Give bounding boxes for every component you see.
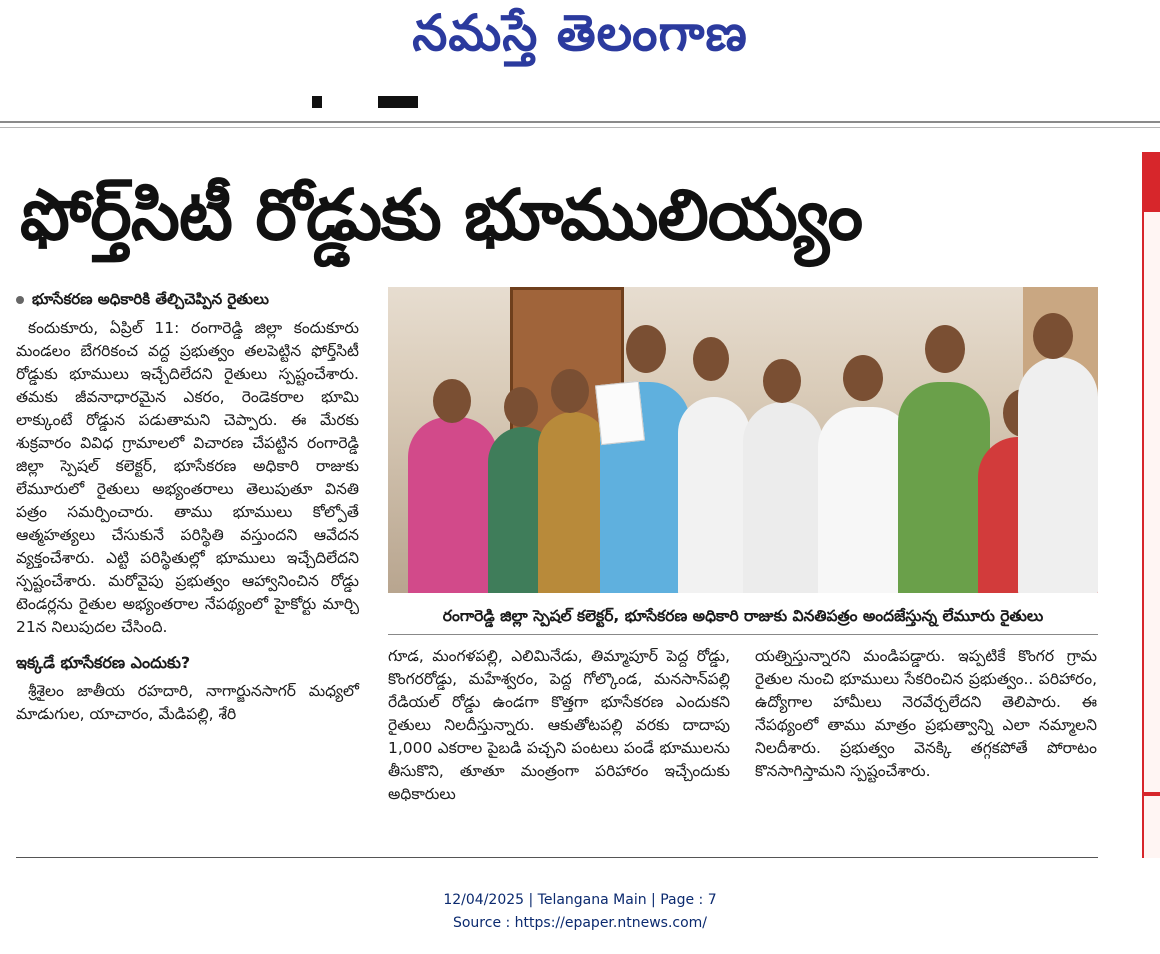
clipped-text-fragment — [378, 96, 418, 108]
masthead-divider — [0, 121, 1160, 123]
article-paragraph: శ్రీశైలం జాతీయ రహదారి, నాగార్జునసాగర్ మధ్యలో మాడుగుల, యాచారం, మేడిపల్లి, శేరి — [16, 682, 359, 723]
photo-caption: రంగారెడ్డి జిల్లా స్పెషల్ కలెక్టర్, భూసేకరణ అధికారి రాజుకు వినతిపత్రం అందజేస్తున్న లేమూరు రైతులు — [388, 598, 1098, 635]
article-paragraph: యత్నిస్తున్నారని మండిపడ్డారు. ఇప్పటికే కొంగర గ్రామ రైతుల నుంచి భూములు సేకరించిన ప్రభుత్వం.. పరిహారం, ఉద్యోగాల హామీలు నెరవేర్చలేదని తెలిపారు. ఈ నేపథ్యంలో తాము మాత్రం ప్రభుత్వాన్ని ఎలా నమ్మాలని నిలదీశారు. ప్రభుత్వం వెనక్కి తగ్గకపోతే పోరాటం కొనసాగిస్తామని స్పష్టంచేశారు. — [755, 647, 1097, 780]
masthead — [0, 0, 1160, 118]
article-subhead: ఇక్కడే భూసేకరణ ఎందుకు? — [16, 653, 191, 672]
petition-paper — [595, 381, 645, 445]
article-column-2 — [388, 645, 730, 806]
bullet-icon — [16, 296, 24, 304]
article-column-1 — [16, 288, 359, 726]
footer-source: Source : https://epaper.ntnews.com/ — [452, 915, 708, 931]
clipped-text-fragment — [312, 96, 322, 108]
footer-date-page: 12/04/2025 | Telangana Main | Page : 7 — [443, 892, 717, 908]
newspaper-title: నమస్తే తెలంగాణ — [412, 4, 748, 62]
news-photo — [388, 287, 1098, 593]
article-paragraph: కందుకూరు, ఏప్రిల్ 11: రంగారెడ్డి జిల్లా కందుకూరు మండలం బేగరికంచ వద్ద ప్రభుత్వం తలపెట్టిన ఫోర్త్‌సిటీ రోడ్డుకు భూములు ఇచ్చేదిలేదని రైతులు స్పష్టంచేశారు. తమకు జీవనాధారమైన ఎకరం, రెండెకరాల భూమి లాక్కుంటే రోడ్డున పడుతామని చెప్పారు. ఈ మేరకు శుక్రవారం వివిధ గ్రామాలలో విచారణ చేపట్టిన రంగారెడ్డి జిల్లా స్పెషల్ కలెక్టర్, భూసేకరణ అధికారి రాజుకు లేమూరులో రైతులు అభ్యంతరాలు తెలుపుతూ వినతి పత్రం సమర్పించారు. తాము భూములు కోల్పోతే ఆత్మహత్యలు చేసుకునే పరిస్థితి వస్తుందని ఆవేదన వ్యక్తంచేశారు. ఎట్టి పరిస్థితుల్లో భూములు ఇచ్చేదిలేదని స్పష్టంచేశారు. మరోవైపు ప్రభుత్వం ఆహ్వానించిన రోడ్డు టెండర్లను రైతుల అభ్యంతరాల నేపథ్యంలో హైకోర్టు మార్చి 21న నిలుపుదల చేసింది. — [16, 319, 359, 636]
masthead-divider-thin — [0, 127, 1160, 128]
article-paragraph: గూడ, మంగళపల్లి, ఎలిమినేడు, తిమ్మాపూర్ పెద్ద రోడ్డు, కొంగరరోడ్డు, మహేశ్వరం, పెద్ద గోల్కొండ, మనసాన్‌పల్లి రేడియల్ రోడ్డు ఉండగా కొత్తగా భూసేకరణ ఎందుకని రైతులు నిలదీస్తున్నారు. ఆకుతోటపల్లి వరకు దాదాపు 1,000 ఎకరాల పైబడి పచ్చని పంటలు పండే భూములను తీసుకొని, తూతూ మంత్రంగా పరిహారం ఇచ్చేందుకు అధికారులు — [388, 647, 730, 803]
bullet-text: భూసేకరణ అధికారికి తేల్చిచెప్పిన రైతులు — [32, 290, 269, 308]
article-bottom-rule — [16, 857, 1098, 858]
side-advertisement — [1142, 152, 1160, 858]
article-headline: ఫోర్త్‌సిటీ రోడ్డుకు భూములియ్యం — [20, 174, 863, 256]
article-column-3 — [755, 645, 1097, 783]
article-bullet — [16, 288, 359, 311]
